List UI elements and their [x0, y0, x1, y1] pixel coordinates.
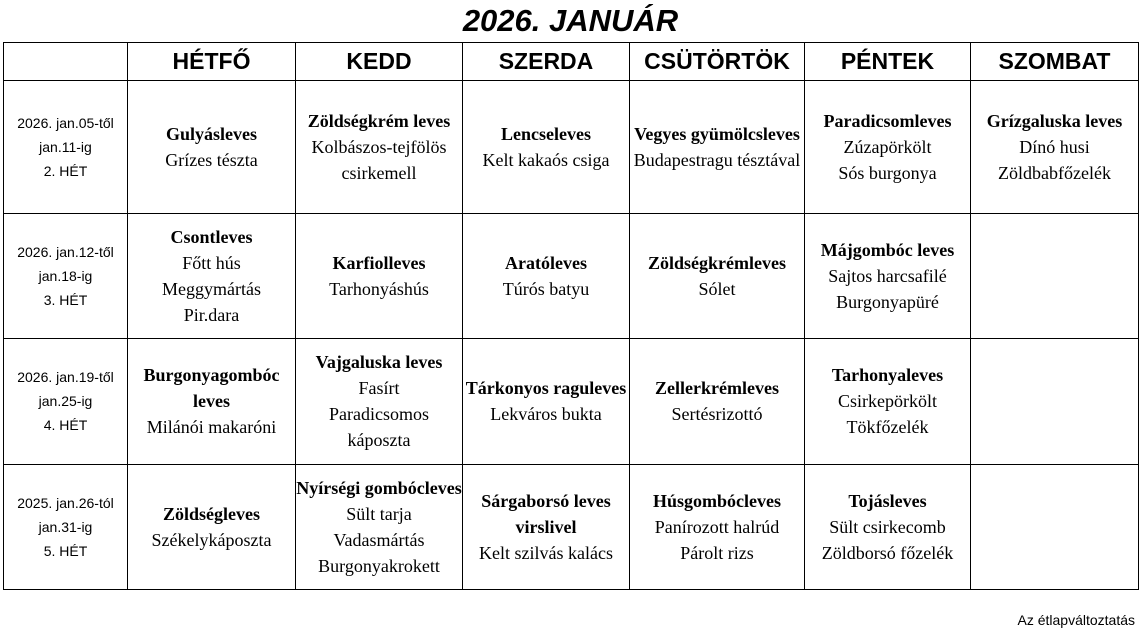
week-range-line: 2. HÉT [43, 162, 88, 179]
dish-name: Kelt szilvás kalács [479, 542, 613, 563]
soup-name: Májgombóc leves [820, 239, 955, 260]
dish-name: Csirkepörkölt [838, 391, 937, 412]
week-range-cell [4, 213, 128, 338]
day-header-wednesday: SZERDA [463, 43, 630, 81]
soup-name: Gulyásleves [165, 123, 257, 144]
week-range-cell [4, 464, 128, 589]
menu-cell-wednesday [463, 339, 630, 464]
menu-cell-thursday [630, 81, 805, 214]
menu-cell-monday [128, 339, 296, 464]
soup-name: Aratóleves [505, 252, 587, 273]
soup-name: Lencseleves [501, 123, 591, 144]
dish-name: Sült csirkecomb [829, 516, 946, 537]
dish-name: Székelykáposzta [151, 529, 272, 550]
week-range-line: 2026. jan.12-től [17, 243, 114, 260]
dish-name: Burgonyapüré [836, 291, 939, 312]
week-range-cell [4, 339, 128, 464]
dish-name: Túrós batyu [502, 278, 590, 299]
menu-cell-tuesday [296, 213, 463, 338]
menu-cell-monday [128, 213, 296, 338]
dish-name: Sertésrizottó [671, 404, 763, 425]
dish-name: Zöldbabfőzelék [998, 162, 1111, 183]
soup-name: Tojásleves [848, 490, 927, 511]
menu-cell-saturday [971, 464, 1139, 589]
soup-name: Vegyes gyümölcsleves [634, 123, 800, 144]
dish-name: Zöldborsó főzelék [821, 542, 954, 563]
dish-name: Kolbászos-tejfölös csirkemell [311, 136, 447, 183]
soup-name: Zellerkrémleves [655, 378, 779, 399]
corner-cell [4, 43, 128, 81]
dish-name: Meggymártás [162, 278, 261, 299]
menu-cell-friday [805, 81, 971, 214]
soup-name: Húsgombócleves [653, 490, 781, 511]
menu-cell-saturday [971, 81, 1139, 214]
dish-name: Milánói makaróni [146, 417, 277, 438]
menu-cell-tuesday [296, 339, 463, 464]
dish-name: Tökfőzelék [846, 417, 929, 438]
dish-name: Sós burgonya [838, 162, 937, 183]
day-header-tuesday: KEDD [296, 43, 463, 81]
menu-cell-thursday [630, 464, 805, 589]
week-range-line: jan.31-ig [38, 518, 93, 535]
dish-name: Főtt hús [182, 252, 241, 273]
day-header-friday: PÉNTEK [805, 43, 971, 81]
dish-name: Vadasmártás [333, 529, 425, 550]
menu-cell-wednesday [463, 213, 630, 338]
header-row [4, 43, 1139, 81]
soup-name: Karfiolleves [332, 252, 426, 273]
soup-name: Zöldségkrém leves [307, 110, 451, 131]
menu-cell-saturday [971, 339, 1139, 464]
soup-name: Grízgaluska leves [986, 110, 1123, 131]
week-row [4, 213, 1139, 338]
dish-name: Sajtos harcsafilé [828, 265, 947, 286]
soup-name: Burgonyagombóc leves [143, 365, 280, 412]
day-header-saturday: SZOMBAT [971, 43, 1139, 81]
soup-name: Sárgaborsó leves virslivel [481, 490, 611, 537]
week-row [4, 464, 1139, 589]
menu-cell-thursday [630, 339, 805, 464]
footnote: Az étlapváltoztatás [1017, 612, 1135, 628]
day-header-monday: HÉTFŐ [128, 43, 296, 81]
soup-name: Zöldségkrémleves [648, 252, 786, 273]
menu-cell-wednesday [463, 81, 630, 214]
menu-cell-wednesday [463, 464, 630, 589]
dish-name: Fasírt [358, 378, 400, 399]
dish-name: Dínó husi [1019, 136, 1090, 157]
page-title: 2026. JANUÁR [462, 3, 679, 38]
week-range-cell [4, 81, 128, 214]
week-range-line: jan.25-ig [38, 393, 93, 410]
menu-table [3, 42, 1139, 590]
menu-cell-friday [805, 213, 971, 338]
week-row [4, 81, 1139, 214]
soup-name: Zöldségleves [163, 503, 260, 524]
menu-cell-tuesday [296, 81, 463, 214]
soup-name: Tárkonyos raguleves [465, 378, 627, 399]
week-range-line: 4. HÉT [43, 417, 88, 434]
dish-name: Grízes tészta [165, 149, 258, 170]
soup-name: Nyírségi gombócleves [296, 477, 462, 498]
menu-cell-thursday [630, 213, 805, 338]
dish-name: Paradicsomos káposzta [329, 404, 429, 451]
dish-name: Tarhonyáshús [329, 278, 429, 299]
menu-cell-friday [805, 339, 971, 464]
week-range-line: jan.11-ig [39, 138, 92, 155]
dish-name: Párolt rizs [680, 542, 754, 563]
dish-name: Sült tarja [346, 503, 412, 524]
menu-cell-tuesday [296, 464, 463, 589]
menu-body [4, 81, 1139, 590]
week-row [4, 339, 1139, 464]
week-range-line: 2025. jan.26-tól [17, 494, 114, 511]
week-range-line: 5. HÉT [43, 542, 88, 559]
menu-cell-monday [128, 464, 296, 589]
week-range-line: 2026. jan.19-től [17, 369, 114, 386]
soup-name: Paradicsomleves [823, 110, 952, 131]
dish-name: Pir.dara [183, 304, 240, 325]
week-range-line: 2026. jan.05-től [17, 114, 114, 131]
soup-name: Tarhonyaleves [831, 365, 944, 386]
menu-cell-monday [128, 81, 296, 214]
menu-cell-saturday [971, 213, 1139, 338]
dish-name: Panírozott halrúd [654, 516, 780, 537]
soup-name: Csontleves [170, 226, 253, 247]
dish-name: Zúzapörkölt [843, 136, 932, 157]
dish-name: Budapestragu tésztával [633, 149, 801, 170]
week-range-line: 3. HÉT [43, 291, 88, 308]
soup-name: Vajgaluska leves [315, 352, 443, 373]
dish-name: Sólet [698, 278, 736, 299]
dish-name: Lekváros bukta [490, 404, 602, 425]
dish-name: Kelt kakaós csiga [482, 149, 610, 170]
day-header-thursday: CSÜTÖRTÖK [630, 43, 805, 81]
dish-name: Burgonyakrokett [318, 555, 440, 576]
week-range-line: jan.18-ig [38, 267, 93, 284]
menu-cell-friday [805, 464, 971, 589]
